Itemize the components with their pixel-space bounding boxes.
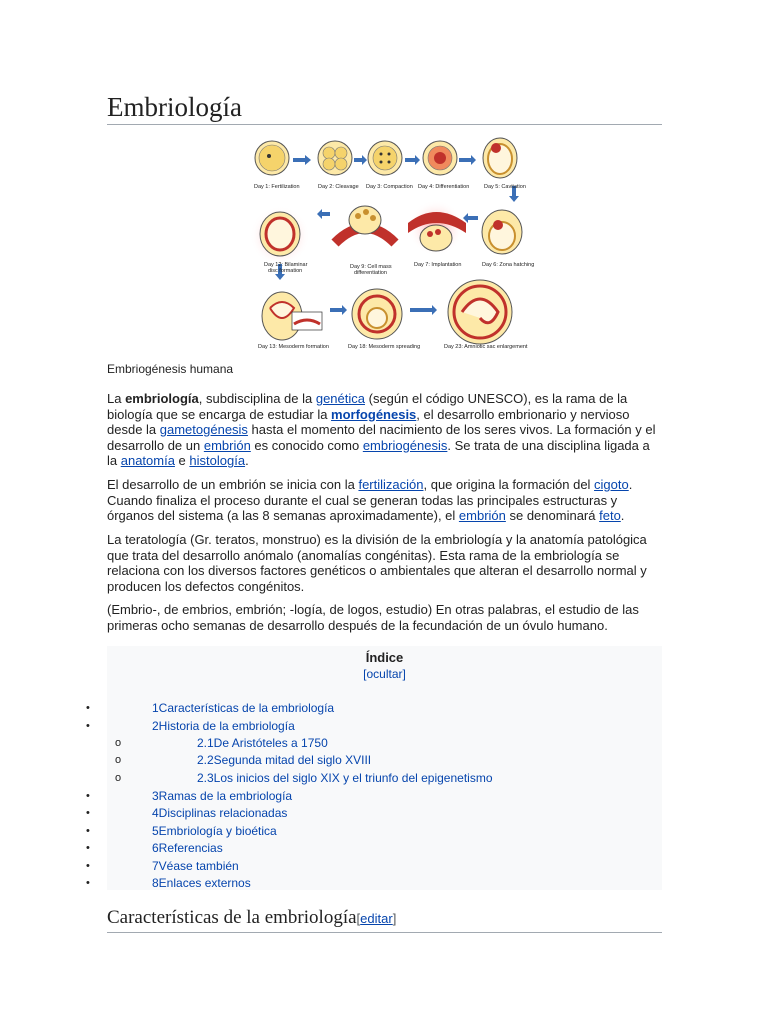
toc-item-5[interactable]: 5Embriología y bioética bbox=[152, 824, 277, 838]
day9-cell-mass bbox=[335, 206, 395, 243]
link-embrion[interactable]: embrión bbox=[203, 437, 251, 453]
svg-text:Day 12: Bilaminar: Day 12: Bilaminar bbox=[264, 262, 308, 268]
day13-mesoderm-formation bbox=[262, 292, 322, 340]
toc-subbullet: o bbox=[115, 737, 122, 749]
toc-title: Índice bbox=[365, 650, 404, 665]
svg-text:Day 18: Mesoderm spreading: Day 18: Mesoderm spreading bbox=[348, 344, 421, 350]
toc-bullet: • bbox=[86, 842, 90, 854]
day1-zygote bbox=[255, 141, 289, 175]
link-histologia[interactable]: histología bbox=[189, 453, 246, 469]
svg-text:Day 5: Cavitation: Day 5: Cavitation bbox=[484, 184, 526, 190]
link-anatomia[interactable]: anatomía bbox=[120, 453, 175, 469]
toc-item-6[interactable]: 6Referencias bbox=[152, 841, 223, 855]
day6-zona-hatching bbox=[482, 210, 522, 254]
toc-toggle-button[interactable]: [ocultar] bbox=[363, 667, 406, 681]
development-paragraph: El desarrollo de un embrión se inicia con la fertilización, que origina la formación del cigoto. Cuando finaliza el proceso durante el cual se generan todas las principales estructuras y órganos del sistema (a las 8 semanas aproximadamente), el embrión se denominará feto. bbox=[107, 477, 633, 524]
toc-bullet: • bbox=[86, 720, 90, 732]
page-title: Embriología bbox=[107, 92, 662, 125]
toc-bullet: • bbox=[86, 877, 90, 889]
link-morfogenesis[interactable]: morfogénesis bbox=[331, 406, 417, 422]
toc-item-8[interactable]: 8Enlaces externos bbox=[152, 876, 251, 890]
edit-section: [editar] bbox=[356, 911, 397, 926]
svg-text:Day 6: Zona hatching: Day 6: Zona hatching bbox=[482, 262, 535, 268]
day5-cavitation bbox=[483, 138, 517, 178]
link-embrion-2[interactable]: embrión bbox=[458, 508, 506, 524]
section-heading: Características de la embriología[editar] bbox=[107, 906, 662, 933]
link-genetica[interactable]: genética bbox=[315, 391, 365, 406]
svg-text:disc formation: disc formation bbox=[268, 268, 303, 274]
svg-text:Day 13: Mesoderm formation: Day 13: Mesoderm formation bbox=[258, 344, 329, 350]
svg-text:Day 4: Differentiation: Day 4: Differentiation bbox=[418, 184, 470, 190]
link-gametogenesis[interactable]: gametogénesis bbox=[159, 422, 248, 438]
edit-link[interactable]: editar bbox=[360, 911, 393, 926]
toc-item-4[interactable]: 4Disciplinas relacionadas bbox=[152, 806, 288, 820]
svg-text:Day 9: Cell mass: Day 9: Cell mass bbox=[350, 264, 392, 270]
day3-compaction bbox=[368, 141, 402, 175]
toc-subbullet: o bbox=[115, 754, 122, 766]
term-embriologia: embriología bbox=[125, 391, 199, 406]
toc-item-2-1[interactable]: 2.1De Aristóteles a 1750 bbox=[197, 736, 328, 750]
day18-mesoderm-spreading bbox=[352, 289, 402, 339]
toc-bullet: • bbox=[86, 807, 90, 819]
toc-subbullet: o bbox=[115, 772, 122, 784]
teratology-paragraph: La teratología (Gr. teratos, monstruo) es la división de la embriología y la anatomía patológica que trata del desarrollo anómalo (anomalías congénitas). Esta rama de la embriología se relaciona con los diversos factores genéticos o ambientales que alteran el desarrollo normal y producen los defectos congénitos. bbox=[107, 532, 647, 594]
etymology-paragraph: (Embrio-, de embrios, embrión; -logía, de logos, estudio) En otras palabras, el estudio de las primeras ocho semanas de desarrollo después de la fecundación de un óvulo humano. bbox=[107, 602, 639, 633]
svg-text:Day 23: Amniotic sac enlargeme: Day 23: Amniotic sac enlargement bbox=[444, 344, 528, 350]
link-embriogenesis[interactable]: embriogénesis bbox=[362, 437, 448, 453]
day4-differentiation bbox=[423, 141, 457, 175]
svg-text:Day 1: Fertilization: Day 1: Fertilization bbox=[254, 184, 300, 190]
svg-text:Day 7: Implantation: Day 7: Implantation bbox=[414, 262, 462, 268]
day12-bilaminar bbox=[260, 212, 300, 256]
toc-item-3[interactable]: 3Ramas de la embriología bbox=[152, 789, 293, 803]
embryogenesis-figure bbox=[107, 128, 662, 358]
toc-item-7[interactable]: 7Véase también bbox=[152, 859, 239, 873]
link-feto[interactable]: feto bbox=[599, 508, 621, 524]
toc-item-2-3[interactable]: 2.3Los inicios del siglo XIX y el triunfo del epigenetismo bbox=[197, 771, 493, 785]
svg-text:differentiation: differentiation bbox=[354, 270, 387, 276]
toc-item-1[interactable]: 1Características de la embriología bbox=[152, 701, 335, 715]
toc-item-2-2[interactable]: 2.2Segunda mitad del siglo XVIII bbox=[197, 753, 372, 767]
toc-bullet: • bbox=[86, 825, 90, 837]
day2-cleavage bbox=[318, 141, 352, 175]
toc-bullet: • bbox=[86, 860, 90, 872]
toc-bullet: • bbox=[86, 702, 90, 714]
svg-text:Day 3: Compaction: Day 3: Compaction bbox=[366, 184, 413, 190]
svg-text:Day 2: Cleavage: Day 2: Cleavage bbox=[318, 184, 359, 190]
intro-paragraph: La embriología, subdisciplina de la genética (según el código UNESCO), es la rama de la biología que se encarga de estudiar la morfogénesis, el desarrollo embrionario y nervioso desde la gametogénesis hasta el momento del nacimiento de los seres vivos. La formación y el desarrollo de un embrión es conocido como embriogénesis. Se trata de una disciplina ligada a la anatomía e histología. bbox=[107, 391, 656, 469]
link-cigoto[interactable]: cigoto bbox=[594, 477, 629, 492]
toc-item-2[interactable]: 2Historia de la embriología bbox=[152, 719, 295, 733]
link-fertilizacion[interactable]: fertilización bbox=[358, 477, 424, 492]
toc-bullet: • bbox=[86, 790, 90, 802]
embryogenesis-diagram bbox=[250, 128, 535, 356]
figure-caption: Embriogénesis humana bbox=[107, 362, 234, 376]
day23-amniotic-sac bbox=[448, 280, 512, 344]
